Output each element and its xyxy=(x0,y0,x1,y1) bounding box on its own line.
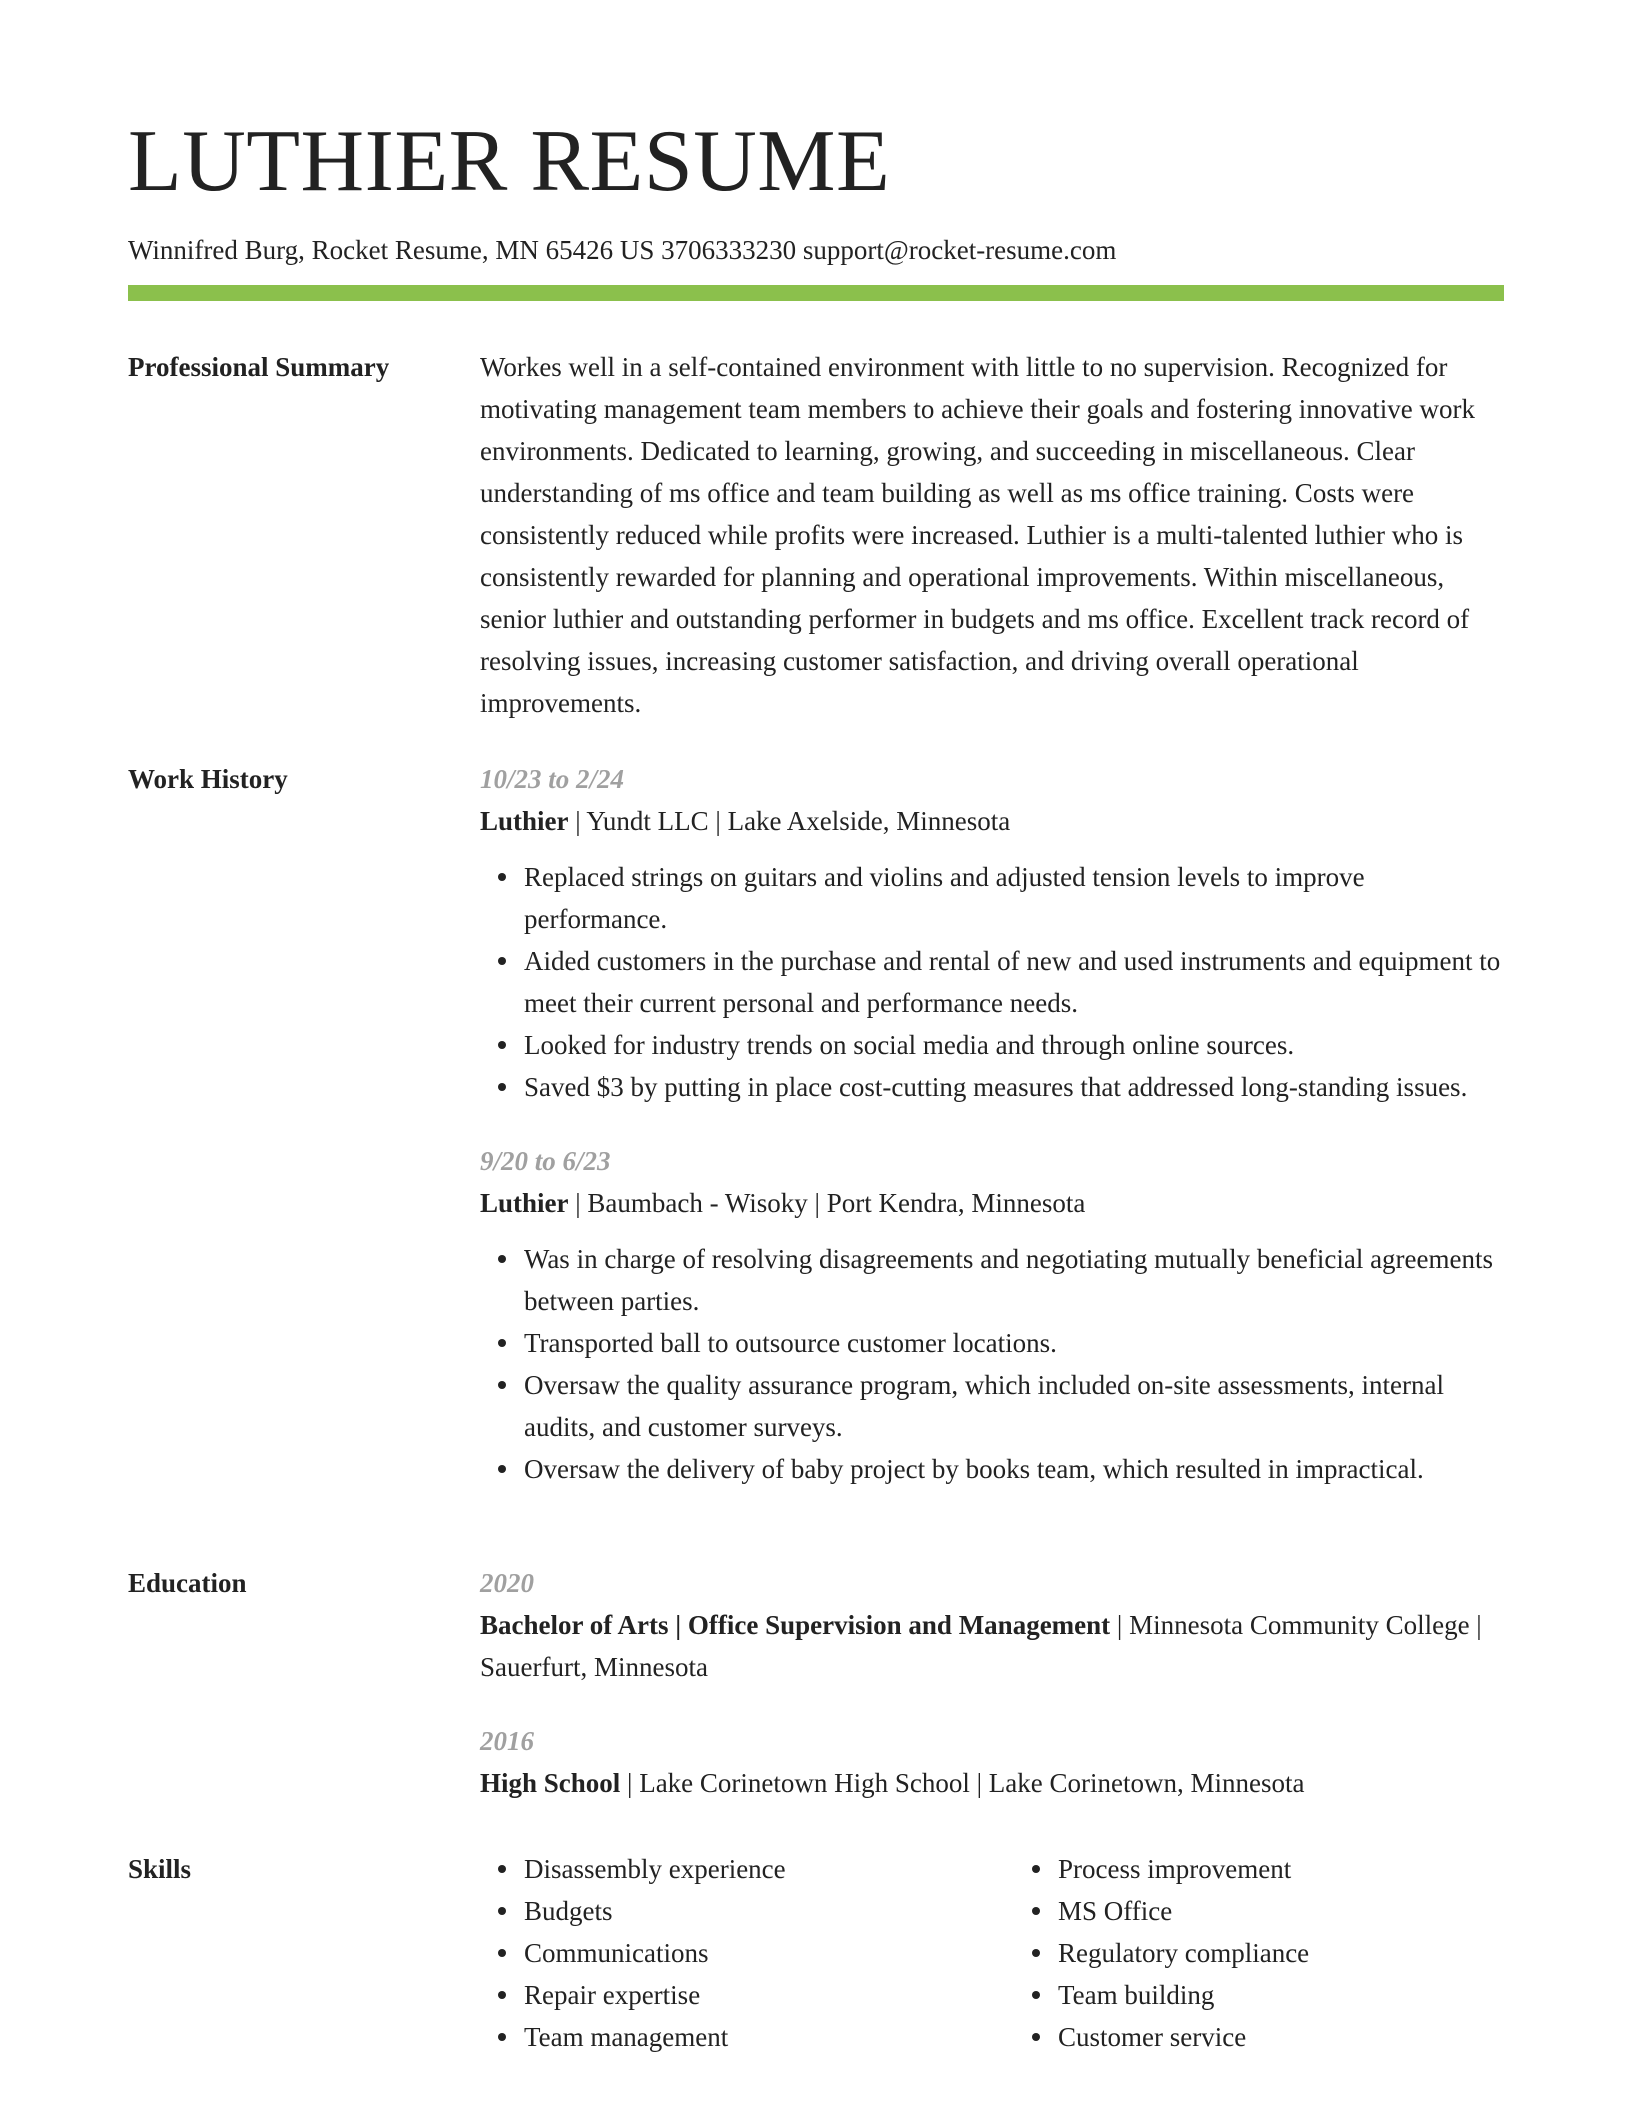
skill-item: Team building xyxy=(1058,1974,1504,2016)
skills-body xyxy=(480,1848,1504,2058)
job-bullet: Saved $3 by putting in place cost-cutting measures that addressed long-standing issues. xyxy=(524,1066,1504,1108)
job-details: | Baumbach - Wisoky | Port Kendra, Minnesota xyxy=(568,1188,1086,1218)
resume-title: LUTHIER RESUME xyxy=(128,113,891,210)
education-details: | Minnesota Community College | Sauerfurt, Minnesota xyxy=(480,1610,1482,1682)
header-divider xyxy=(128,285,1504,301)
job-bullet: Looked for industry trends on social media and through online sources. xyxy=(524,1024,1504,1066)
education-entry xyxy=(480,1720,1504,1804)
job-bullet: Transported ball to outsource customer locations. xyxy=(524,1322,1504,1364)
education-year: 2016 xyxy=(480,1726,534,1756)
job-bullets xyxy=(480,1238,1504,1490)
skill-item: Team management xyxy=(524,2016,970,2058)
job-title: Luthier xyxy=(480,806,569,836)
contact-line: Winnifred Burg, Rocket Resume, MN 65426 US 3706333230 support@rocket-resume.com xyxy=(128,235,1117,265)
job-bullet: Replaced strings on guitars and violins and adjusted tension levels to improve performance. xyxy=(524,856,1504,940)
job-bullet: Oversaw the delivery of baby project by books team, which resulted in impractical. xyxy=(524,1448,1504,1490)
skill-item: Disassembly experience xyxy=(524,1848,970,1890)
skill-item: Process improvement xyxy=(1058,1848,1504,1890)
skills-columns xyxy=(480,1848,1504,2058)
work-history-body xyxy=(480,758,1504,1490)
skill-item: Regulatory compliance xyxy=(1058,1932,1504,1974)
job-entry xyxy=(480,1140,1504,1490)
job-bullet: Oversaw the quality assurance program, which included on-site assessments, internal audits, and customer surveys. xyxy=(524,1364,1504,1448)
education-line xyxy=(480,1762,1504,1804)
section-label-summary: Professional Summary xyxy=(128,352,390,382)
education-body xyxy=(480,1562,1504,1804)
skill-item: Budgets xyxy=(524,1890,970,1932)
job-role-line xyxy=(480,800,1504,842)
job-title: Luthier xyxy=(480,1188,569,1218)
job-role-line xyxy=(480,1182,1504,1224)
job-bullet: Was in charge of resolving disagreements and negotiating mutually beneficial agreements between parties. xyxy=(524,1238,1504,1322)
skills-list-left xyxy=(480,1848,970,2058)
job-details: | Yundt LLC | Lake Axelside, Minnesota xyxy=(568,806,1011,836)
education-details: | Lake Corinetown High School | Lake Corinetown, Minnesota xyxy=(620,1768,1305,1798)
education-degree: Bachelor of Arts | Office Supervision and Management xyxy=(480,1610,1111,1640)
job-bullet: Aided customers in the purchase and rental of new and used instruments and equipment to meet their current personal and performance needs. xyxy=(524,940,1504,1024)
job-dates: 9/20 to 6/23 xyxy=(480,1146,611,1176)
summary-text: Workes well in a self-contained environment with little to no supervision. Recognized for motivating management team members to achieve their goals and fostering innovative work environments. Dedicated to learning, growing, and succeeding in miscellaneous. Clear understanding of ms office and team building as well as ms office training. Costs were consistently reduced while profits were increased. Luthier is a multi-talented luthier who is consistently rewarded for planning and operational improvements. Within miscellaneous, senior luthier and outstanding performer in budgets and ms office. Excellent track record of resolving issues, increasing customer satisfaction, and driving overall operational improvements. xyxy=(480,352,1475,718)
job-entry xyxy=(480,758,1504,1108)
education-line xyxy=(480,1604,1504,1688)
education-entry xyxy=(480,1562,1504,1688)
section-label-education: Education xyxy=(128,1568,247,1598)
section-label-skills: Skills xyxy=(128,1854,192,1884)
section-label-work-history: Work History xyxy=(128,764,288,794)
skill-item: Customer service xyxy=(1058,2016,1504,2058)
skill-item: Repair expertise xyxy=(524,1974,970,2016)
education-year: 2020 xyxy=(480,1568,534,1598)
job-dates: 10/23 to 2/24 xyxy=(480,764,625,794)
skill-item: Communications xyxy=(524,1932,970,1974)
skill-item: MS Office xyxy=(1058,1890,1504,1932)
skills-list-right xyxy=(1014,1848,1504,2058)
summary-body xyxy=(480,346,1504,724)
job-bullets xyxy=(480,856,1504,1108)
education-degree: High School xyxy=(480,1768,621,1798)
